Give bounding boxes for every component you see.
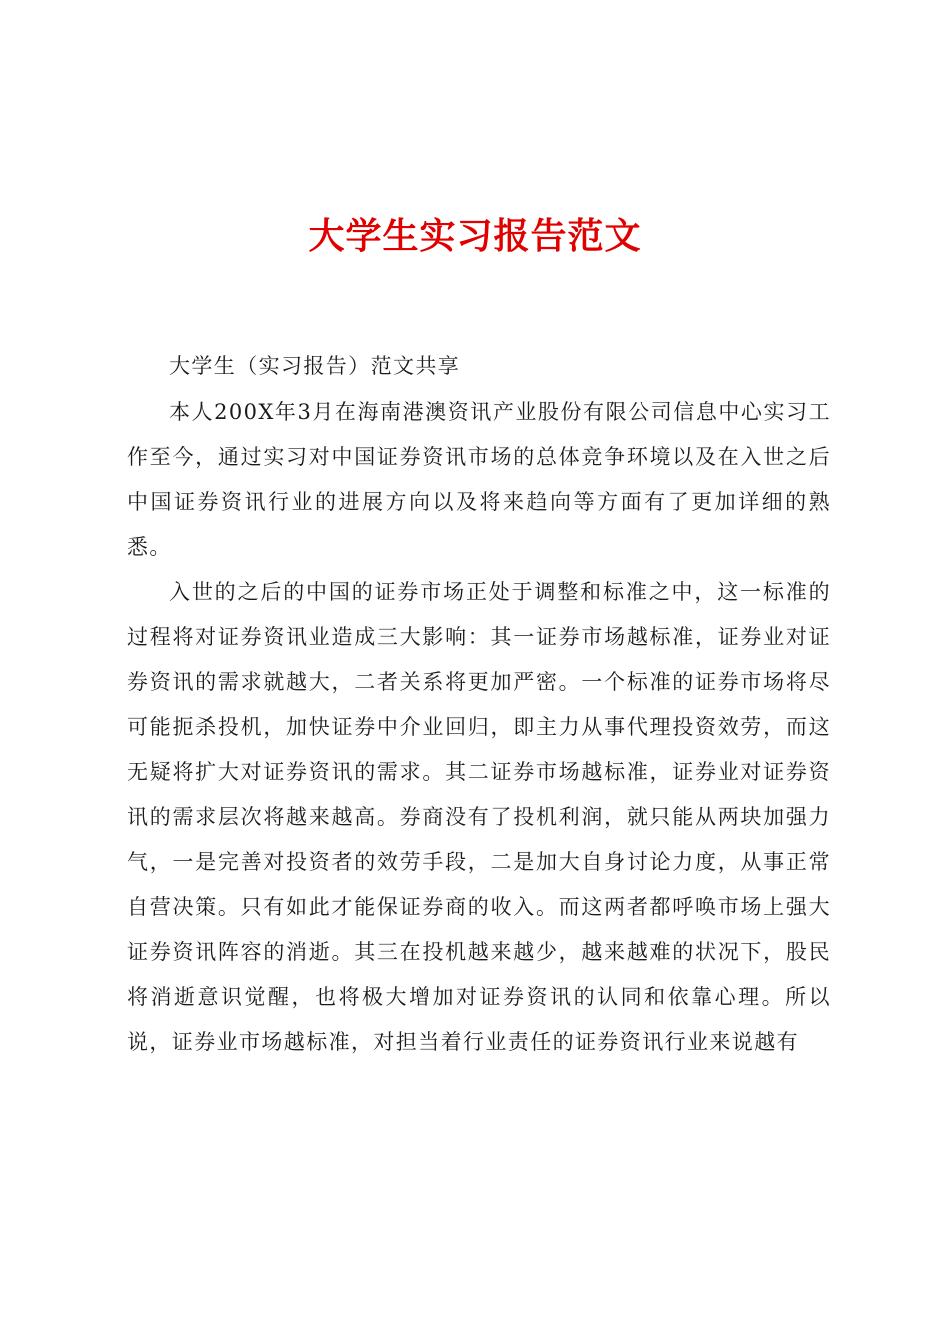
paragraph-market-impact: 入世的之后的中国的证券市场正处于调整和标准之中，这一标准的过程将对证券资讯业造成三大影响：其一证券市场越标准，证券业对证券资讯的需求就越大，二者关系将更加严密。一个标准的证券市场将尽可能扼杀投机，加快证券中介业回归，即主力从事代理投资效劳，而这无疑将扩大对证券资讯的需求。其二证券市场越标准，证券业对证券资讯的需求层次将越来越高。券商没有了投机利润，就只能从两块加强力气，一是完善对投资者的效劳手段，二是加大自身讨论力度，从事正常自营决策。只有如此才能保证券商的收入。而这两者都呼唤市场上强大证券资讯阵容的消逝。其三在投机越来越少，越来越难的状况下，股民将消逝意识觉醒，也将极大增加对证券资讯的认同和依靠心理。所以说，证券业市场越标准，对担当着行业责任的证券资讯行业来说越有: [127, 580, 831, 1054]
paragraph-intro: 大学生（实习报告）范文共享: [169, 354, 461, 378]
document-title: 大学生实习报告范文: [308, 215, 642, 257]
paragraph-internship-summary: 本人200X年3月在海南港澳资讯产业股份有限公司信息中心实习工作至今，通过实习对中国证券资讯市场的总体竞争环境以及在入世之后中国证券资讯行业的进展方向以及将来趋向等方面有了更加详细的熟悉。: [127, 400, 831, 559]
document-body: [127, 344, 831, 1065]
